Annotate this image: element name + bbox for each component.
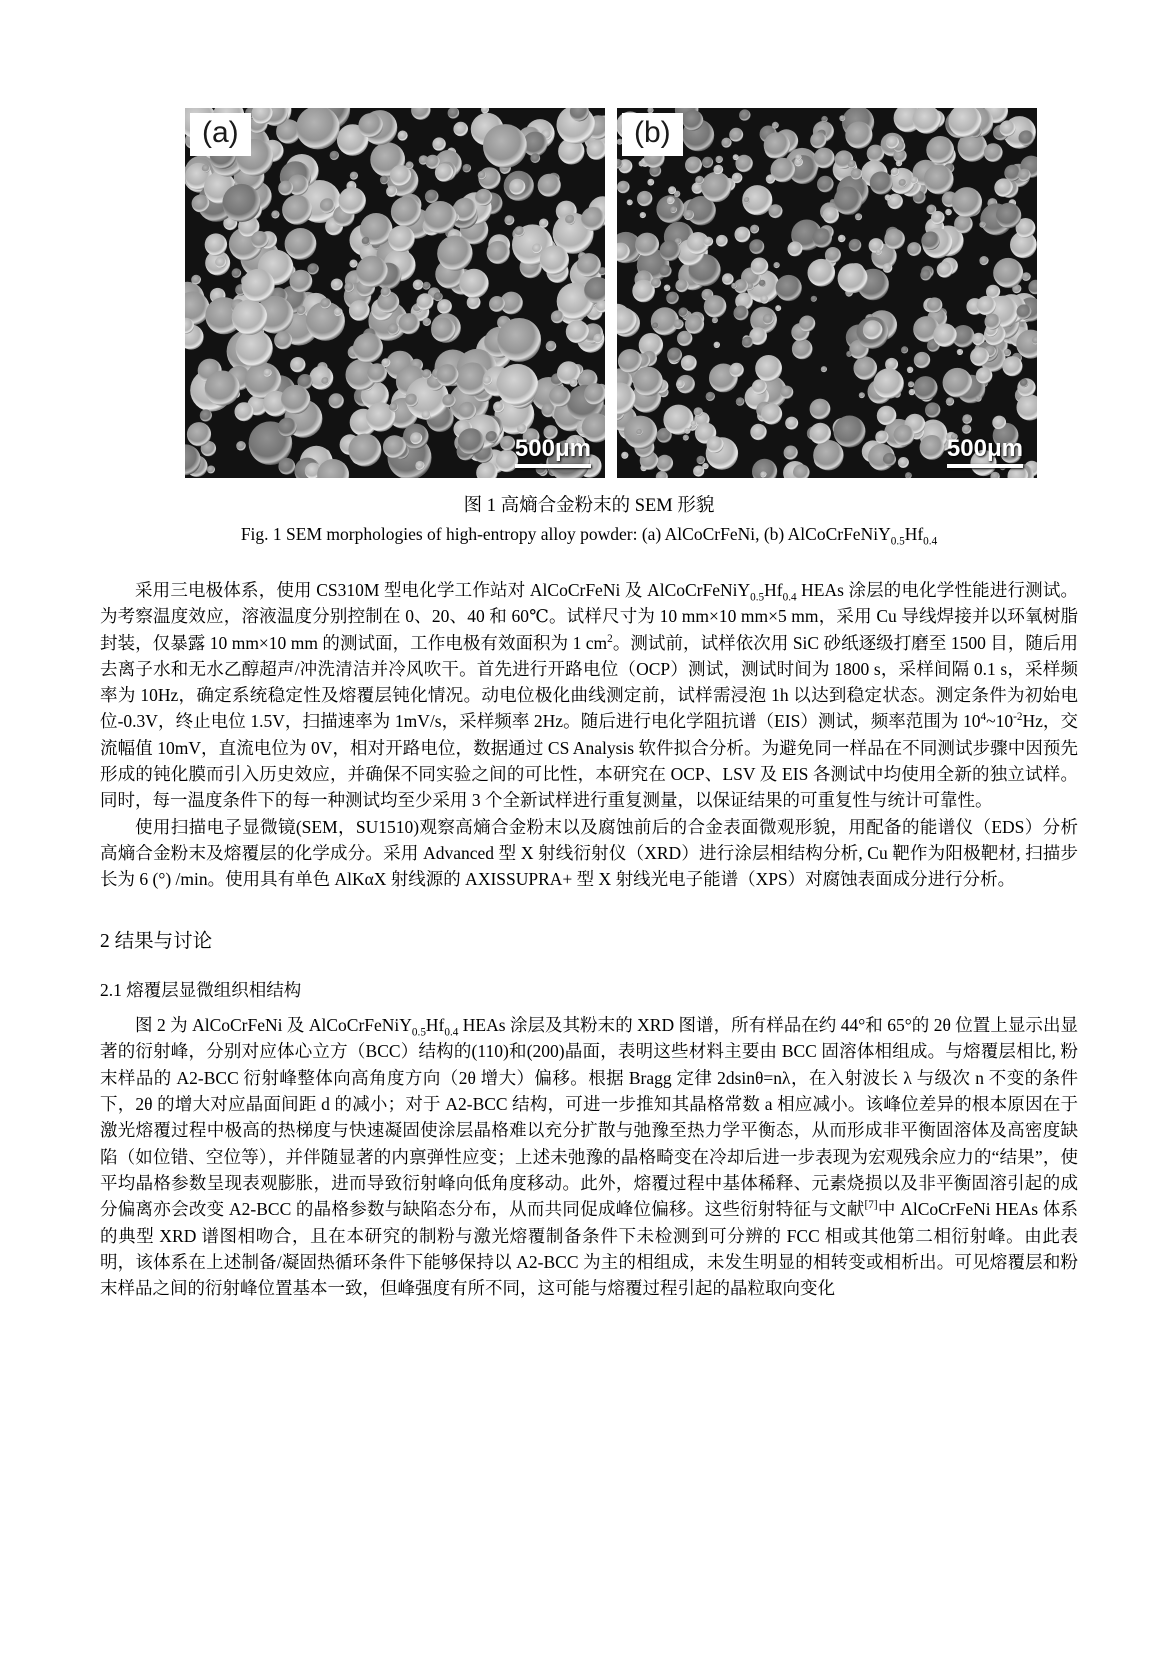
section-heading-results: 2 结果与讨论 xyxy=(100,930,213,952)
scale-bar-label: 500μm xyxy=(946,434,1023,462)
figure-caption-english: Fig. 1 SEM morphologies of high-entropy alloy powder: (a) AlCoCrFeNi, (b) $AlCoCrFeNiY_{0.5}Hf_{0.4}$ xyxy=(240,524,938,548)
sem-micrograph-a xyxy=(185,108,605,478)
paragraph-electrochemical-methods: 采用三电极体系，使用 CS310M 型电化学工作站对 AlCoCrFeNi 及 $AlCoCrFeNiY_{0.5}Hf_{0.4}$ HEAs 涂层的电化学性能进行测试。为考察温度效应，溶液温度分别控制在 0、20、40 和 60℃。试样尺寸为 10 mm×10 mm×5 mm，采用 Cu 导线焊接并以环氧树脂封装，仅暴露 10 mm×10 mm 的测试面，工作电极有效面积为 1 $cm^2$。测试前，试样依次用 SiC 砂纸逐级打磨至 1500 目，随后用去离子水和无水乙醇超声/冲洗清洁并冷风吹干。首先进行开路电位（OCP）测试，测试时间为 1800 s，采样间隔 0.1 s，采样频率为 10Hz，确定系统稳定性及熔覆层钝化情况。动电位极化曲线测定前，试样需浸泡 1h 以达到稳定状态。测定条件为初始电位-0.3V，终止电位 1.5V，扫描速率为 1mV/s，采样频率 2Hz。随后进行电化学阻抗谱（EIS）测试，频率范围为 $10^4\sim 10^{-2}Hz$，交流幅值 10mV，直流电位为 0V，相对开路电位，数据通过 CS Analysis 软件拟合分析。为避免同一样品在不同测试步骤中因预先形成的钝化膜而引入历史效应，并确保不同实验之间的可比性，本研究在 OCP、LSV 及 EIS 各测试中均使用全新的独立试样。同时，每一温度条件下的每一种测试均至少采用 3 个全新试样进行重复测量，以保证结果的可重复性与统计可靠性。 xyxy=(100,580,1078,811)
scale-bar-line xyxy=(947,464,1023,468)
subsection-heading-microstructure: 2.1 熔覆层显微组织相结构 xyxy=(100,979,302,1000)
paragraph-characterization-methods: 使用扫描电子显微镜(SEM，SU1510)观察高熵合金粉末以及腐蚀前后的合金表面微观形貌，用配备的能谱仪（EDS）分析高熵合金粉末及熔覆层的化学成分。采用 Advanced 型 X 射线衍射仪（XRD）进行涂层相结构分析, Cu 靶作为阳极靶材, 扫描步长为 6 (°) /min。使用具有单色 AlKαX 射线源的 AXISSUPRA+ 型 X 射线光电子能谱（XPS）对腐蚀表面成分进行分析。 xyxy=(100,816,1078,890)
sem-micrograph-b xyxy=(617,108,1037,478)
paragraph-xrd-results: 图 2 为 AlCoCrFeNi 及 $AlCoCrFeNiY_{0.5}Hf_{0.4}$ HEAs 涂层及其粉末的 XRD 图谱，所有样品在约 44°和 65°的 2θ 位置上显示出显著的衍射峰，分别对应体心立方（BCC）结构的(110)和(200)晶面，表明这些材料主要由 BCC 固溶体相组成。与熔覆层相比, 粉末样品的 A2-BCC 衍射峰整体向高角度方向（2θ 增大）偏移。根据 Bragg 定律 2dsinθ=nλ，在入射波长 λ 与级次 n 不变的条件下，2θ 的增大对应晶面间距 d 的减小；对于 A2-BCC 结构，可进一步推知其晶格常数 a 相应减小。该峰位差异的根本原因在于激光熔覆过程中极高的热梯度与快速凝固使涂层晶格难以充分扩散与弛豫至热力学平衡态，从而形成非平衡固溶体及高密度缺陷（如位错、空位等），并伴随显著的内禀弹性应变；上述未弛豫的晶格畸变在冷却后进一步表现为宏观残余应力的“结果”，使平均晶格参数呈现表观膨胀，进而导致衍射峰向低角度移动。此外，熔覆过程中基体稀释、元素烧损以及非平衡固溶引起的成分偏离亦会改变 A2-BCC 的晶格参数与缺陷态分布，从而共同促成峰位偏移。这些衍射特征与文献[7]中 AlCoCrFeNi HEAs 体系的典型 XRD 谱图相吻合，且在本研究的制粉与激光熔覆制备条件下未检测到可分辨的 FCC 相或其他第二相衍射峰。由此表明，该体系在上述制备/凝固热循环条件下能够保持以 A2-BCC 为主的相组成，未发生明显的相转变或相析出。可见熔覆层和粉末样品之间的衍射峰位置基本一致，但峰强度有所不同，这可能与熔覆过程引起的晶粒取向变化 xyxy=(100,1015,1079,1299)
panel-label-a: (a) xyxy=(190,113,251,156)
figure-1 xyxy=(100,108,1078,548)
scale-bar-a xyxy=(515,436,591,468)
sem-image-panel-b xyxy=(617,108,1037,478)
scale-bar-line xyxy=(515,464,591,468)
body-text xyxy=(100,577,1078,1301)
page-content xyxy=(0,108,1175,1301)
sem-image-panel-a xyxy=(185,108,605,478)
figure-panels xyxy=(185,108,1078,478)
figure-caption-chinese: 图 1 高熵合金粉末的 SEM 形貌 xyxy=(463,496,715,516)
panel-label-b: (b) xyxy=(622,113,683,156)
scale-bar-b xyxy=(947,436,1023,468)
scale-bar-label: 500μm xyxy=(514,434,591,462)
